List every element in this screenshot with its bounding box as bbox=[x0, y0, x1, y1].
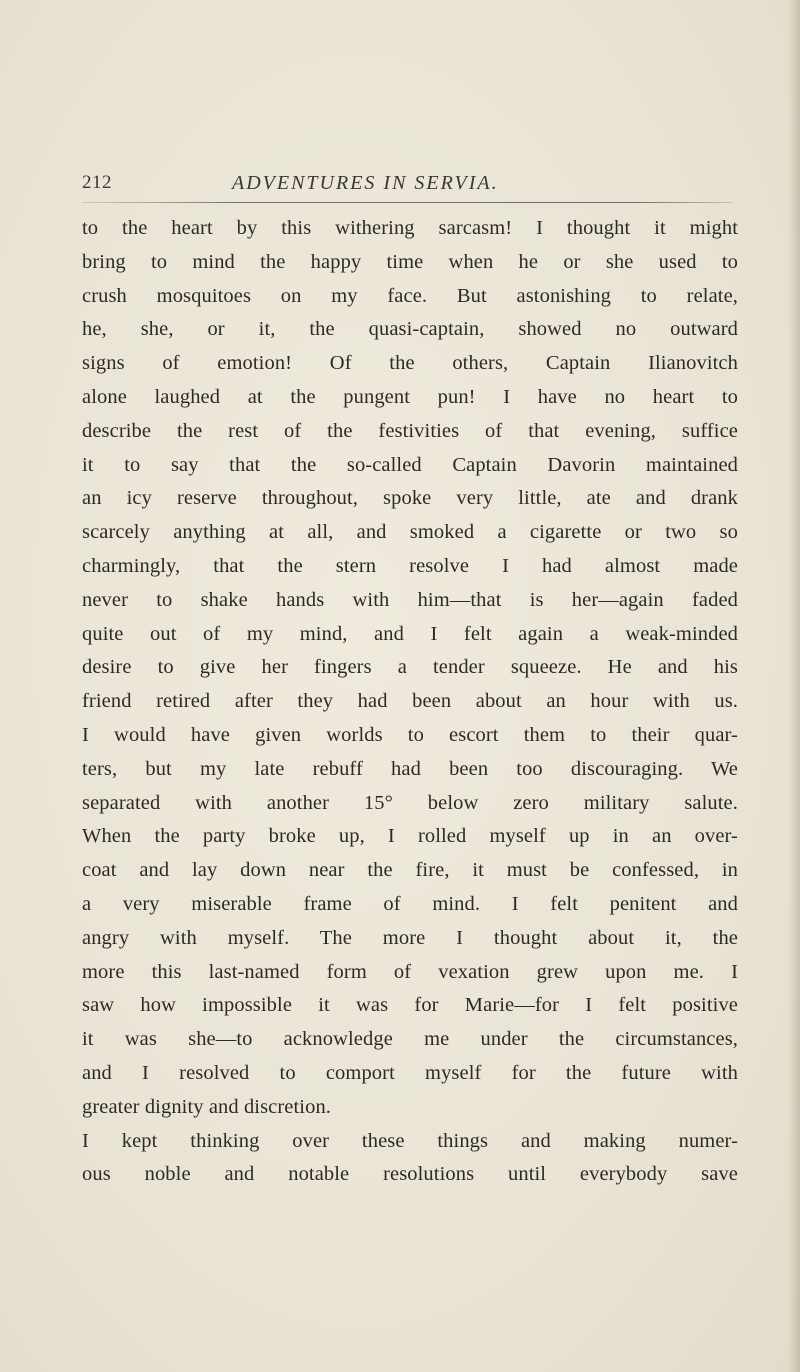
text-line: desire to give her fingers a tender squeeze. He and his bbox=[82, 656, 738, 679]
text-line: describe the rest of the festivities of that evening, suffice bbox=[82, 419, 738, 442]
page-header bbox=[82, 172, 742, 202]
text-line: more this last-named form of vexation grew upon me. I bbox=[82, 960, 738, 983]
text-line: and I resolved to comport myself for the future with bbox=[82, 1061, 738, 1084]
text-line: coat and lay down near the fire, it must be confessed, in bbox=[82, 859, 738, 882]
text-line: alone laughed at the pungent pun! I have no heart to bbox=[82, 385, 738, 408]
text-line: I kept thinking over these things and making numer- bbox=[82, 1129, 738, 1152]
header-rule bbox=[82, 202, 732, 203]
text-line: never to shake hands with him—that is her—again faded bbox=[82, 588, 738, 611]
text-line: it to say that the so-called Captain Davorin maintained bbox=[82, 453, 738, 476]
text-line: ous noble and notable resolutions until everybody save bbox=[82, 1163, 738, 1186]
running-title: ADVENTURES IN SERVIA. bbox=[232, 172, 499, 194]
text-line: it was she—to acknowledge me under the circumstances, bbox=[82, 1028, 738, 1051]
page-number: 212 bbox=[82, 172, 112, 193]
text-line: I would have given worlds to escort them to their quar- bbox=[82, 723, 738, 746]
page-edge-shadow bbox=[788, 0, 800, 1372]
text-line: bring to mind the happy time when he or she used to bbox=[82, 250, 738, 273]
text-line: he, she, or it, the quasi-captain, showed no outward bbox=[82, 318, 738, 341]
text-line: greater dignity and discretion. bbox=[82, 1095, 332, 1118]
text-line: charmingly, that the stern resolve I had almost made bbox=[82, 554, 738, 577]
text-line: saw how impossible it was for Marie—for I felt positive bbox=[82, 994, 738, 1017]
text-line: crush mosquitoes on my face. But astonishing to relate, bbox=[82, 284, 738, 307]
text-line: quite out of my mind, and I felt again a weak-minded bbox=[82, 622, 738, 645]
body-text bbox=[82, 212, 738, 1192]
text-line: to the heart by this withering sarcasm! I thought it might bbox=[82, 217, 738, 239]
text-line: separated with another 15° below zero military salute. bbox=[82, 791, 738, 814]
text-line: a very miserable frame of mind. I felt penitent and bbox=[82, 892, 738, 915]
text-line: scarcely anything at all, and smoked a cigarette or two so bbox=[82, 521, 738, 544]
text-line: friend retired after they had been about an hour with us. bbox=[82, 690, 738, 713]
text-line: angry with myself. The more I thought about it, the bbox=[82, 926, 738, 949]
text-line: When the party broke up, I rolled myself up in an over- bbox=[82, 825, 738, 848]
text-line: an icy reserve throughout, spoke very little, ate and drank bbox=[82, 487, 738, 510]
text-line: signs of emotion! Of the others, Captain Ilianovitch bbox=[82, 352, 738, 375]
text-line: ters, but my late rebuff had been too discouraging. We bbox=[82, 757, 738, 780]
